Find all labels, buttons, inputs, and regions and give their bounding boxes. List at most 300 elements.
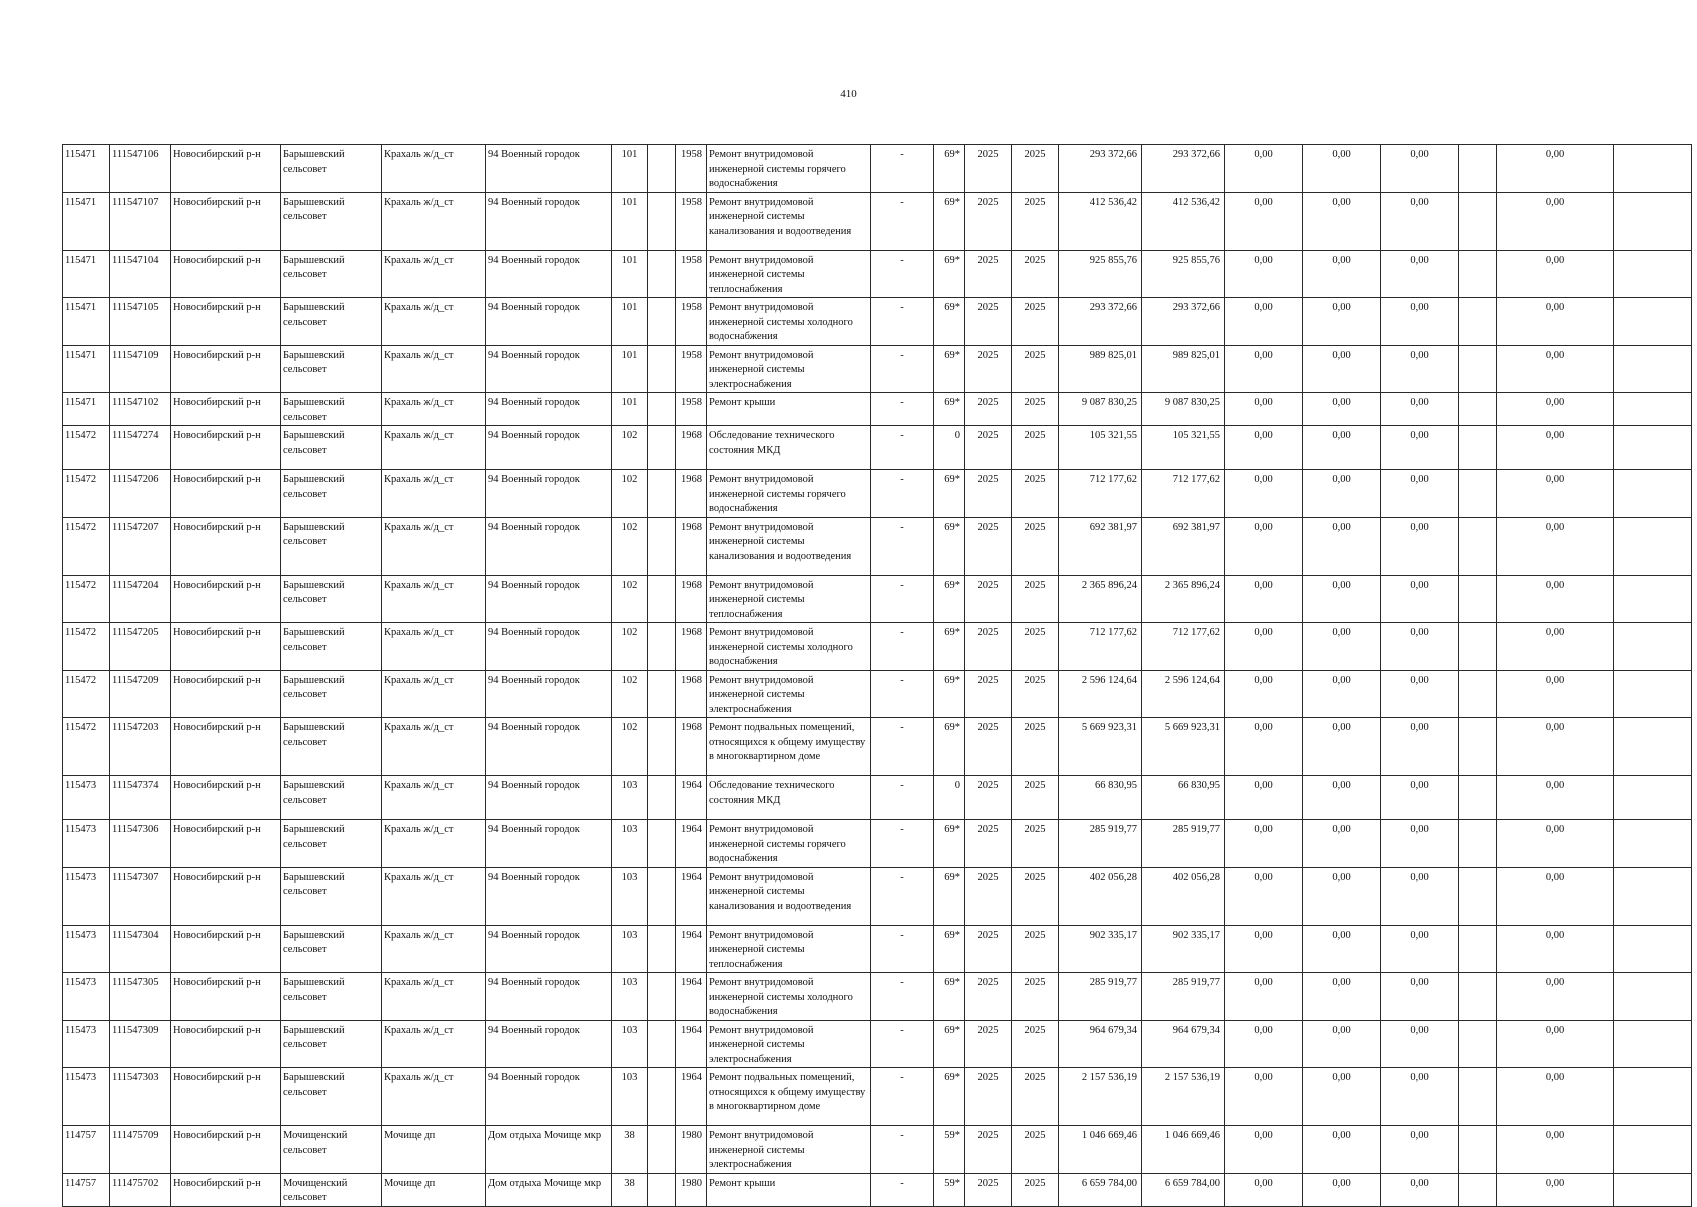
cell-street: 94 Военный городок [486,670,612,718]
cell-fund-4 [1459,145,1497,193]
cell-settlement: Барышевский сельсовет [281,192,382,250]
cell-extra [648,623,676,671]
cell-district: Новосибирский р-н [171,426,281,470]
cell-fund-5: 0,00 [1497,517,1614,575]
cell-cost: 9 087 830,25 [1059,393,1142,426]
cell-wear: 0 [934,426,965,470]
cell-year: 1980 [676,1173,707,1206]
cell-year-start: 2025 [965,820,1012,868]
cell-work: Ремонт крыши [707,393,871,426]
cell-settlement: Барышевский сельсовет [281,973,382,1021]
cell-extra [648,973,676,1021]
table-row [63,718,1692,776]
cell-street: 94 Военный городок [486,145,612,193]
cell-fund-6 [1614,1068,1692,1126]
cell-year-start: 2025 [965,426,1012,470]
cell-cost: 293 372,66 [1059,298,1142,346]
cell-street: Дом отдыха Мочище мкр [486,1173,612,1206]
cell-year-end: 2025 [1012,517,1059,575]
cell-street: 94 Военный городок [486,820,612,868]
cell-settlement: Барышевский сельсовет [281,670,382,718]
cell-year-start: 2025 [965,1173,1012,1206]
cell-settlement: Барышевский сельсовет [281,298,382,346]
cell-settlement: Барышевский сельсовет [281,575,382,623]
cell-work: Ремонт внутридомовой инженерной системы горячего водоснабжения [707,820,871,868]
cell-house: 103 [612,776,648,820]
cell-locality: Крахаль ж/д_ст [382,393,486,426]
cell-code: 111547205 [110,623,171,671]
cell-wear: 69* [934,250,965,298]
cell-year-end: 2025 [1012,250,1059,298]
cell-fund-4 [1459,925,1497,973]
cell-fund-4 [1459,623,1497,671]
cell-fund-5: 0,00 [1497,1126,1614,1174]
cell-year-start: 2025 [965,250,1012,298]
cell-dash: - [871,1173,934,1206]
capital-repair-table [62,144,1692,1207]
cell-fund-5: 0,00 [1497,718,1614,776]
cell-year-start: 2025 [965,470,1012,518]
cell-work: Обследование технического состояния МКД [707,426,871,470]
cell-fund-4 [1459,298,1497,346]
cell-fund-4 [1459,776,1497,820]
cell-fund-3: 0,00 [1381,517,1459,575]
cell-fund-2: 0,00 [1303,973,1381,1021]
cell-cost: 925 855,76 [1059,250,1142,298]
cell-work: Ремонт внутридомовой инженерной системы горячего водоснабжения [707,470,871,518]
cell-district: Новосибирский р-н [171,820,281,868]
cell-total: 989 825,01 [1142,345,1225,393]
cell-fund-2: 0,00 [1303,1068,1381,1126]
cell-extra [648,345,676,393]
cell-cost: 285 919,77 [1059,820,1142,868]
table-row [63,517,1692,575]
cell-wear: 69* [934,517,965,575]
cell-fund-3: 0,00 [1381,1126,1459,1174]
cell-fund-1: 0,00 [1225,925,1303,973]
cell-house: 101 [612,298,648,346]
cell-fund-2: 0,00 [1303,1173,1381,1206]
table-row [63,820,1692,868]
table-row [63,345,1692,393]
cell-house: 102 [612,623,648,671]
cell-district: Новосибирский р-н [171,250,281,298]
cell-code: 111547204 [110,575,171,623]
cell-fund-1: 0,00 [1225,517,1303,575]
cell-fund-2: 0,00 [1303,1126,1381,1174]
table-row [63,1173,1692,1206]
cell-year-end: 2025 [1012,820,1059,868]
cell-total: 293 372,66 [1142,298,1225,346]
cell-total: 412 536,42 [1142,192,1225,250]
cell-year: 1958 [676,298,707,346]
cell-id: 115472 [63,470,110,518]
cell-district: Новосибирский р-н [171,1068,281,1126]
cell-total: 105 321,55 [1142,426,1225,470]
cell-fund-3: 0,00 [1381,623,1459,671]
cell-street: 94 Военный городок [486,470,612,518]
cell-cost: 712 177,62 [1059,470,1142,518]
cell-wear: 69* [934,575,965,623]
cell-settlement: Мочищенский сельсовет [281,1173,382,1206]
cell-fund-4 [1459,517,1497,575]
cell-district: Новосибирский р-н [171,470,281,518]
cell-fund-4 [1459,470,1497,518]
cell-work: Ремонт внутридомовой инженерной системы горячего водоснабжения [707,145,871,193]
cell-extra [648,470,676,518]
cell-cost: 902 335,17 [1059,925,1142,973]
cell-dash: - [871,298,934,346]
table-row [63,973,1692,1021]
table-row [63,623,1692,671]
cell-year-end: 2025 [1012,1020,1059,1068]
cell-street: 94 Военный городок [486,973,612,1021]
cell-fund-2: 0,00 [1303,718,1381,776]
cell-fund-3: 0,00 [1381,670,1459,718]
cell-year-start: 2025 [965,776,1012,820]
table-row [63,575,1692,623]
cell-dash: - [871,393,934,426]
table-row [63,298,1692,346]
cell-cost: 5 669 923,31 [1059,718,1142,776]
cell-street: 94 Военный городок [486,623,612,671]
cell-id: 115472 [63,517,110,575]
cell-total: 285 919,77 [1142,973,1225,1021]
cell-wear: 69* [934,925,965,973]
cell-wear: 69* [934,298,965,346]
cell-cost: 964 679,34 [1059,1020,1142,1068]
cell-year-start: 2025 [965,575,1012,623]
cell-fund-6 [1614,820,1692,868]
cell-house: 103 [612,925,648,973]
cell-fund-2: 0,00 [1303,776,1381,820]
cell-year: 1968 [676,575,707,623]
cell-id: 115472 [63,426,110,470]
cell-extra [648,776,676,820]
cell-settlement: Барышевский сельсовет [281,250,382,298]
cell-fund-3: 0,00 [1381,426,1459,470]
cell-year-start: 2025 [965,718,1012,776]
cell-year: 1964 [676,820,707,868]
cell-year-end: 2025 [1012,145,1059,193]
cell-year-end: 2025 [1012,1126,1059,1174]
cell-house: 101 [612,345,648,393]
cell-fund-1: 0,00 [1225,393,1303,426]
cell-settlement: Барышевский сельсовет [281,776,382,820]
cell-code: 111547203 [110,718,171,776]
cell-fund-2: 0,00 [1303,670,1381,718]
cell-extra [648,426,676,470]
cell-fund-1: 0,00 [1225,470,1303,518]
cell-code: 111547306 [110,820,171,868]
cell-dash: - [871,776,934,820]
cell-year-end: 2025 [1012,670,1059,718]
table-row [63,670,1692,718]
cell-year-end: 2025 [1012,1173,1059,1206]
cell-fund-2: 0,00 [1303,470,1381,518]
cell-locality: Крахаль ж/д_ст [382,517,486,575]
cell-work: Ремонт внутридомовой инженерной системы теплоснабжения [707,925,871,973]
cell-id: 115473 [63,973,110,1021]
cell-locality: Крахаль ж/д_ст [382,973,486,1021]
cell-fund-3: 0,00 [1381,1068,1459,1126]
cell-year-start: 2025 [965,145,1012,193]
cell-fund-1: 0,00 [1225,776,1303,820]
cell-fund-6 [1614,1020,1692,1068]
cell-district: Новосибирский р-н [171,623,281,671]
cell-extra [648,1068,676,1126]
cell-dash: - [871,925,934,973]
cell-fund-3: 0,00 [1381,1020,1459,1068]
cell-district: Новосибирский р-н [171,973,281,1021]
cell-year-start: 2025 [965,517,1012,575]
cell-work: Ремонт крыши [707,1173,871,1206]
cell-cost: 1 046 669,46 [1059,1126,1142,1174]
cell-fund-1: 0,00 [1225,575,1303,623]
cell-year-end: 2025 [1012,470,1059,518]
cell-street: 94 Военный городок [486,345,612,393]
table-row [63,776,1692,820]
cell-year: 1964 [676,1068,707,1126]
cell-total: 692 381,97 [1142,517,1225,575]
cell-fund-4 [1459,1173,1497,1206]
cell-fund-5: 0,00 [1497,345,1614,393]
cell-fund-6 [1614,670,1692,718]
cell-id: 115473 [63,776,110,820]
cell-code: 111547209 [110,670,171,718]
cell-wear: 69* [934,393,965,426]
cell-wear: 69* [934,623,965,671]
cell-total: 2 365 896,24 [1142,575,1225,623]
cell-dash: - [871,1020,934,1068]
cell-extra [648,1020,676,1068]
cell-house: 102 [612,517,648,575]
cell-fund-1: 0,00 [1225,1173,1303,1206]
cell-code: 111547374 [110,776,171,820]
cell-fund-5: 0,00 [1497,820,1614,868]
cell-fund-3: 0,00 [1381,718,1459,776]
cell-wear: 69* [934,670,965,718]
cell-settlement: Барышевский сельсовет [281,1020,382,1068]
table-row [63,1068,1692,1126]
cell-fund-1: 0,00 [1225,145,1303,193]
cell-id: 115473 [63,820,110,868]
cell-id: 115472 [63,718,110,776]
cell-total: 6 659 784,00 [1142,1173,1225,1206]
cell-fund-1: 0,00 [1225,820,1303,868]
cell-house: 101 [612,192,648,250]
cell-extra [648,670,676,718]
cell-district: Новосибирский р-н [171,867,281,925]
cell-fund-5: 0,00 [1497,973,1614,1021]
cell-fund-1: 0,00 [1225,623,1303,671]
cell-street: 94 Военный городок [486,1068,612,1126]
cell-fund-2: 0,00 [1303,623,1381,671]
cell-fund-3: 0,00 [1381,393,1459,426]
cell-total: 293 372,66 [1142,145,1225,193]
cell-code: 111547104 [110,250,171,298]
cell-fund-3: 0,00 [1381,867,1459,925]
cell-fund-6 [1614,145,1692,193]
cell-year: 1958 [676,250,707,298]
cell-extra [648,145,676,193]
cell-wear: 59* [934,1173,965,1206]
cell-year: 1964 [676,776,707,820]
cell-fund-3: 0,00 [1381,1173,1459,1206]
cell-fund-1: 0,00 [1225,345,1303,393]
table-row [63,1126,1692,1174]
cell-street: 94 Военный городок [486,298,612,346]
cell-work: Ремонт внутридомовой инженерной системы канализования и водоотведения [707,867,871,925]
cell-work: Ремонт внутридомовой инженерной системы электроснабжения [707,345,871,393]
cell-work: Ремонт внутридомовой инженерной системы канализования и водоотведения [707,517,871,575]
cell-fund-6 [1614,867,1692,925]
table-row [63,393,1692,426]
cell-fund-1: 0,00 [1225,973,1303,1021]
cell-fund-6 [1614,345,1692,393]
cell-dash: - [871,1126,934,1174]
cell-house: 102 [612,718,648,776]
cell-settlement: Барышевский сельсовет [281,426,382,470]
cell-dash: - [871,973,934,1021]
cell-fund-6 [1614,575,1692,623]
cell-year-start: 2025 [965,393,1012,426]
cell-locality: Крахаль ж/д_ст [382,426,486,470]
cell-code: 111547274 [110,426,171,470]
cell-work: Ремонт внутридомовой инженерной системы теплоснабжения [707,575,871,623]
cell-district: Новосибирский р-н [171,575,281,623]
cell-fund-1: 0,00 [1225,1068,1303,1126]
cell-fund-1: 0,00 [1225,670,1303,718]
cell-fund-1: 0,00 [1225,250,1303,298]
cell-dash: - [871,718,934,776]
cell-settlement: Мочищенский сельсовет [281,1126,382,1174]
cell-year-end: 2025 [1012,426,1059,470]
cell-year-end: 2025 [1012,192,1059,250]
cell-fund-5: 0,00 [1497,145,1614,193]
cell-fund-1: 0,00 [1225,867,1303,925]
cell-id: 115473 [63,1068,110,1126]
cell-house: 101 [612,145,648,193]
cell-wear: 0 [934,776,965,820]
cell-year: 1968 [676,623,707,671]
cell-cost: 692 381,97 [1059,517,1142,575]
cell-locality: Крахаль ж/д_ст [382,718,486,776]
cell-fund-5: 0,00 [1497,776,1614,820]
cell-dash: - [871,145,934,193]
cell-fund-3: 0,00 [1381,470,1459,518]
cell-id: 115471 [63,345,110,393]
cell-cost: 6 659 784,00 [1059,1173,1142,1206]
cell-settlement: Барышевский сельсовет [281,925,382,973]
cell-code: 111547309 [110,1020,171,1068]
cell-fund-5: 0,00 [1497,250,1614,298]
cell-fund-6 [1614,1173,1692,1206]
cell-fund-6 [1614,718,1692,776]
cell-cost: 402 056,28 [1059,867,1142,925]
cell-dash: - [871,623,934,671]
cell-wear: 69* [934,192,965,250]
cell-fund-4 [1459,250,1497,298]
cell-locality: Крахаль ж/д_ст [382,925,486,973]
cell-work: Обследование технического состояния МКД [707,776,871,820]
cell-extra [648,393,676,426]
cell-extra [648,517,676,575]
cell-extra [648,250,676,298]
cell-cost: 2 596 124,64 [1059,670,1142,718]
cell-extra [648,575,676,623]
cell-fund-4 [1459,393,1497,426]
cell-fund-1: 0,00 [1225,1020,1303,1068]
cell-fund-5: 0,00 [1497,1173,1614,1206]
cell-house: 38 [612,1173,648,1206]
cell-dash: - [871,575,934,623]
cell-year: 1968 [676,426,707,470]
cell-code: 111547304 [110,925,171,973]
cell-id: 115473 [63,925,110,973]
cell-district: Новосибирский р-н [171,718,281,776]
cell-fund-6 [1614,925,1692,973]
cell-fund-4 [1459,345,1497,393]
cell-extra [648,1173,676,1206]
cell-fund-2: 0,00 [1303,393,1381,426]
cell-fund-2: 0,00 [1303,1020,1381,1068]
cell-district: Новосибирский р-н [171,393,281,426]
cell-wear: 59* [934,1126,965,1174]
cell-dash: - [871,517,934,575]
cell-fund-2: 0,00 [1303,192,1381,250]
cell-id: 115471 [63,192,110,250]
cell-fund-3: 0,00 [1381,973,1459,1021]
cell-locality: Крахаль ж/д_ст [382,820,486,868]
cell-fund-4 [1459,820,1497,868]
cell-house: 103 [612,867,648,925]
cell-fund-3: 0,00 [1381,575,1459,623]
cell-cost: 105 321,55 [1059,426,1142,470]
cell-wear: 69* [934,718,965,776]
cell-extra [648,925,676,973]
cell-settlement: Барышевский сельсовет [281,820,382,868]
cell-year-end: 2025 [1012,925,1059,973]
cell-fund-3: 0,00 [1381,145,1459,193]
cell-locality: Крахаль ж/д_ст [382,623,486,671]
cell-fund-4 [1459,1126,1497,1174]
cell-fund-5: 0,00 [1497,298,1614,346]
cell-year: 1980 [676,1126,707,1174]
cell-total: 964 679,34 [1142,1020,1225,1068]
cell-settlement: Барышевский сельсовет [281,345,382,393]
cell-district: Новосибирский р-н [171,776,281,820]
cell-fund-1: 0,00 [1225,298,1303,346]
cell-total: 712 177,62 [1142,470,1225,518]
cell-house: 102 [612,670,648,718]
cell-extra [648,192,676,250]
cell-fund-6 [1614,470,1692,518]
cell-street: 94 Военный городок [486,925,612,973]
cell-fund-4 [1459,192,1497,250]
cell-district: Новосибирский р-н [171,1020,281,1068]
cell-work: Ремонт внутридомовой инженерной системы канализования и водоотведения [707,192,871,250]
cell-fund-4 [1459,1020,1497,1068]
cell-code: 111547305 [110,973,171,1021]
cell-fund-6 [1614,623,1692,671]
cell-street: 94 Военный городок [486,192,612,250]
cell-house: 102 [612,426,648,470]
cell-extra [648,718,676,776]
cell-wear: 69* [934,1020,965,1068]
cell-id: 114757 [63,1173,110,1206]
cell-fund-6 [1614,192,1692,250]
